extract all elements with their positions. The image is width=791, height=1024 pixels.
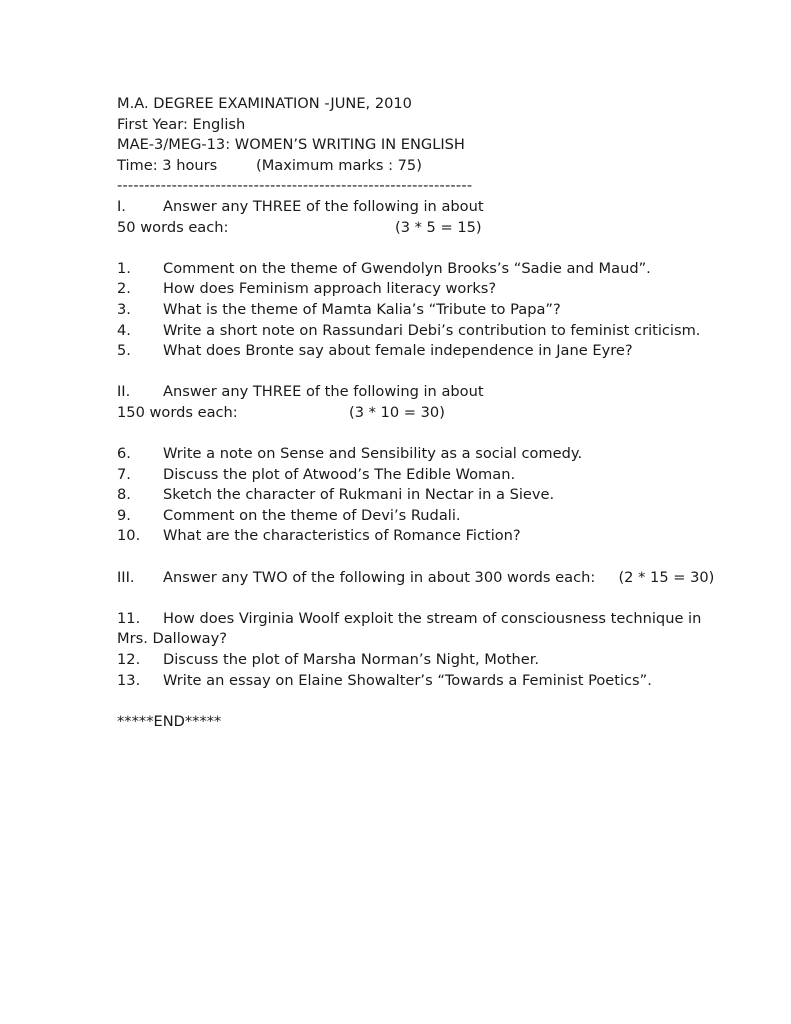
question-number: 13.: [117, 671, 141, 689]
time-allowed: Time: 3 hours: [117, 156, 218, 174]
question-text: How does Feminism approach literacy works?: [163, 280, 497, 298]
question-text: Discuss the plot of Atwood’s The Edible Woman.: [163, 465, 516, 483]
section-number: I.: [117, 197, 126, 215]
question-9: [117, 506, 717, 527]
section-3-instruction: [117, 568, 717, 589]
section-instruction: Answer any THREE of the following in about: [163, 197, 484, 215]
question-12: [117, 650, 717, 671]
question-1: [117, 259, 717, 280]
question-number: 6.: [117, 445, 131, 463]
question-text: Comment on the theme of Devi’s Rudali.: [163, 506, 461, 524]
section-number: II.: [117, 383, 131, 401]
divider-rule: -----------------------------------------------------------------: [117, 177, 473, 195]
exam-paper: [117, 94, 717, 732]
question-number: 12.: [117, 651, 141, 669]
question-13: [117, 671, 717, 692]
section-number: III.: [117, 568, 135, 586]
question-6: [117, 444, 717, 465]
section-1-instruction: [117, 197, 717, 218]
question-number: 4.: [117, 321, 131, 339]
question-4: [117, 321, 717, 342]
section-2-marks-line: [117, 403, 717, 424]
exam-year: First Year: English: [117, 115, 246, 133]
section-marks: (3 * 10 = 30): [349, 403, 445, 421]
question-7: [117, 465, 717, 486]
course-title: MAE-3/MEG-13: WOMEN’S WRITING IN ENGLISH: [117, 136, 465, 154]
time-and-marks: [117, 156, 717, 177]
question-8: [117, 485, 717, 506]
section-marks: (3 * 5 = 15): [395, 218, 482, 236]
exam-title: M.A. DEGREE EXAMINATION -JUNE, 2010: [117, 95, 412, 112]
question-number: 5.: [117, 342, 131, 360]
question-number: 2.: [117, 280, 131, 298]
question-number: 10.: [117, 527, 141, 545]
question-text: Write an essay on Elaine Showalter’s “Towards a Feminist Poetics”.: [163, 671, 652, 689]
question-text: What are the characteristics of Romance Fiction?: [163, 527, 521, 545]
question-number: 7.: [117, 465, 131, 483]
question-number: 9.: [117, 506, 131, 524]
section-marks: (2 * 15 = 30): [618, 568, 715, 586]
maximum-marks: (Maximum marks : 75): [256, 156, 422, 174]
question-text: How does Virginia Woolf exploit the stream of consciousness technique in: [163, 609, 702, 627]
question-number: 3.: [117, 300, 131, 318]
question-text: What does Bronte say about female independence in Jane Eyre?: [163, 342, 633, 360]
section-1-marks-line: [117, 218, 717, 239]
question-text: Write a short note on Rassundari Debi’s contribution to feminist criticism.: [163, 321, 701, 339]
question-10: [117, 526, 717, 547]
section-word-limit: 150 words each:: [117, 403, 238, 421]
question-text: Sketch the character of Rukmani in Nectar in a Sieve.: [163, 486, 555, 504]
question-11-continued: Mrs. Dalloway?: [117, 630, 227, 648]
section-instruction: Answer any TWO of the following in about 300 words each:: [163, 568, 596, 586]
section-2-instruction: [117, 382, 717, 403]
question-3: [117, 300, 717, 321]
question-text: Write a note on Sense and Sensibility as a social comedy.: [163, 445, 583, 463]
question-text: Discuss the plot of Marsha Norman’s Night, Mother.: [163, 651, 540, 669]
end-marker: *****END*****: [117, 712, 222, 730]
question-text: What is the theme of Mamta Kalia’s “Tribute to Papa”?: [163, 300, 561, 318]
question-number: 11.: [117, 609, 141, 627]
question-text: Comment on the theme of Gwendolyn Brooks’s “Sadie and Maud”.: [163, 259, 651, 277]
question-2: [117, 279, 717, 300]
question-number: 8.: [117, 486, 131, 504]
question-11: [117, 609, 717, 630]
question-number: 1.: [117, 259, 131, 277]
question-5: [117, 341, 717, 362]
section-word-limit: 50 words each:: [117, 218, 229, 236]
section-instruction: Answer any THREE of the following in about: [163, 383, 484, 401]
